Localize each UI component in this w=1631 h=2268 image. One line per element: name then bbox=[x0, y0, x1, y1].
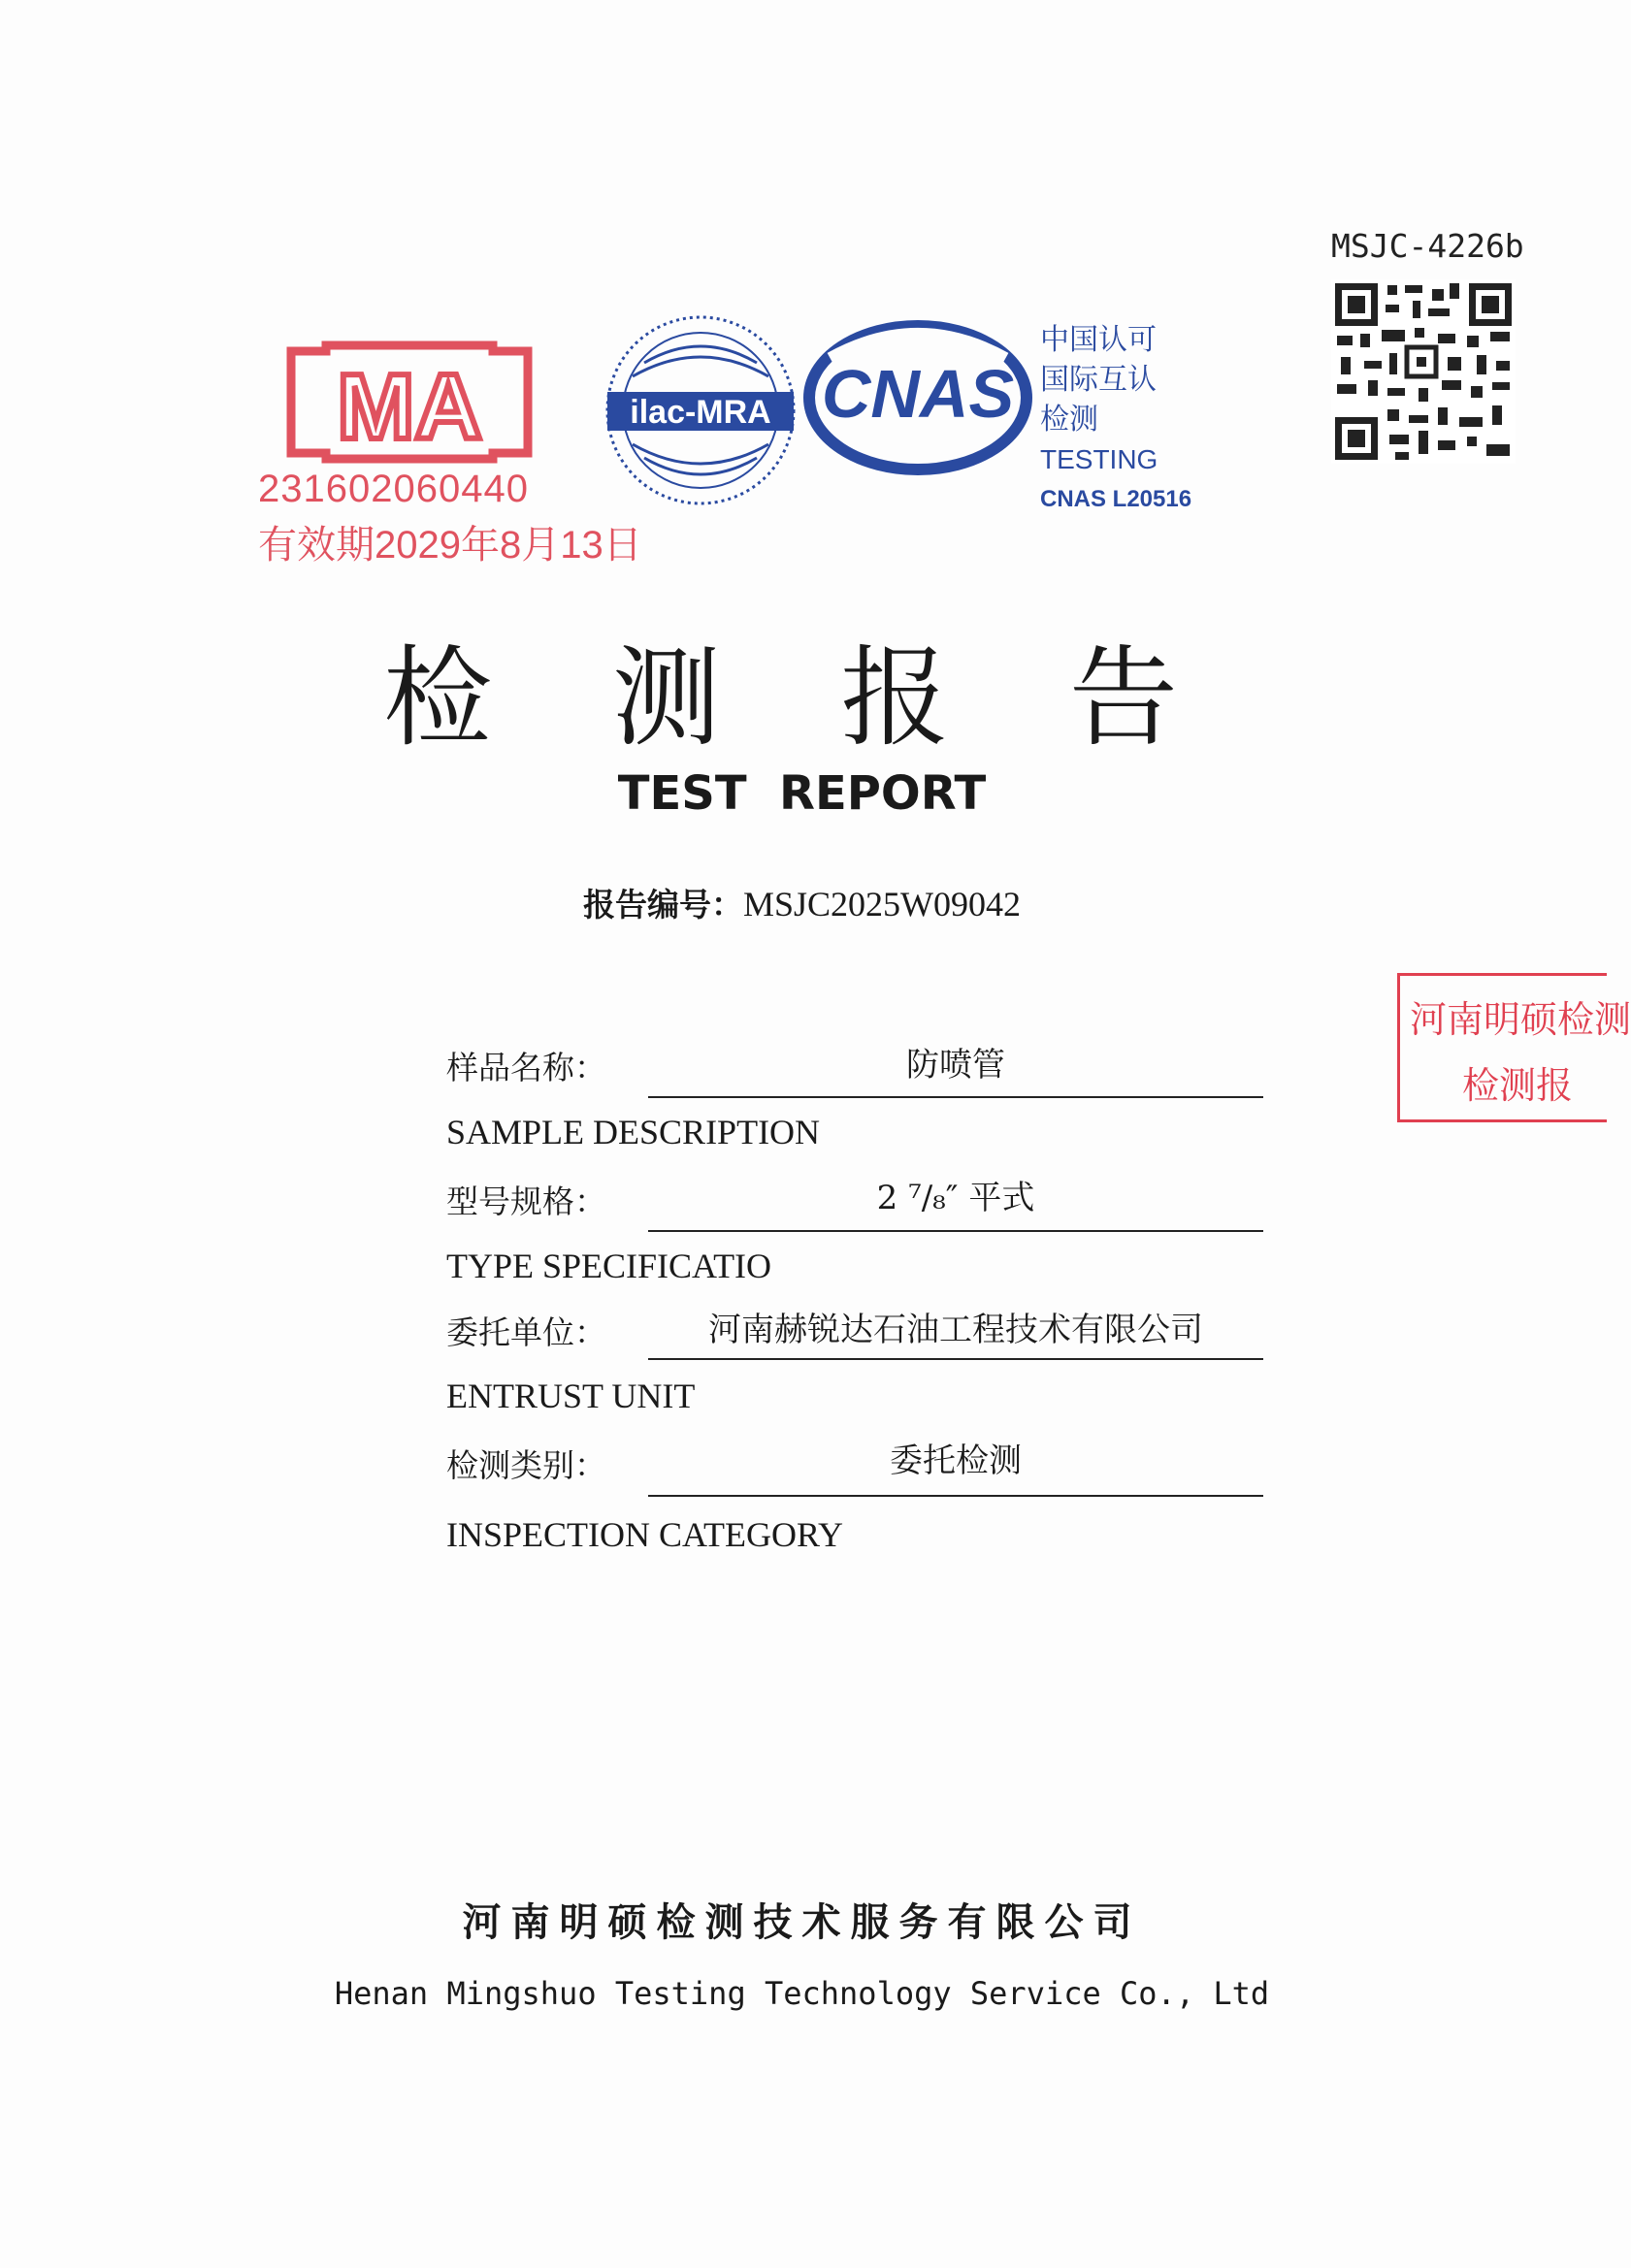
cma-seal-icon bbox=[279, 341, 539, 463]
inspection-category-label: 检测类别： bbox=[446, 1446, 606, 1484]
entrust-unit-label: 委托单位： bbox=[446, 1313, 606, 1351]
ilac-label: ilac-MRA bbox=[630, 394, 771, 431]
report-number bbox=[0, 880, 1604, 925]
type-spec-label-en: TYPE SPECIFICATIO bbox=[446, 1247, 772, 1285]
entrust-unit-rule bbox=[648, 1358, 1263, 1360]
inspection-category-label-en: INSPECTION CATEGORY bbox=[446, 1515, 844, 1554]
company-name-en: Henan Mingshuo Testing Technology Service Co., Ltd bbox=[334, 1975, 1270, 2012]
company-name-cn: 河南明硕检测技术服务有限公司 bbox=[462, 1900, 1142, 1945]
cnas-text-block bbox=[1040, 320, 1191, 519]
cnas-label: CNAS bbox=[821, 356, 1015, 432]
svg-text:MA: MA bbox=[337, 355, 482, 459]
report-number-label: 报告编号： bbox=[582, 886, 743, 923]
type-spec-label: 型号规格： bbox=[446, 1183, 606, 1220]
sample-name-value: 防喷管 bbox=[906, 1046, 1005, 1085]
cnas-logo-icon bbox=[801, 320, 1034, 475]
document-code: MSJC-4226b bbox=[1331, 227, 1524, 265]
sample-name-label: 样品名称： bbox=[446, 1049, 606, 1086]
cnas-line-1: 中国认可 bbox=[1040, 324, 1157, 356]
sample-name-label-en: SAMPLE DESCRIPTION bbox=[446, 1113, 821, 1151]
stamp-line-2: 检测报 bbox=[1462, 1064, 1574, 1107]
inspection-category-value: 委托检测 bbox=[890, 1442, 1022, 1480]
company-seal-stamp bbox=[1397, 973, 1631, 1122]
report-title-cn: 检 测 报 告 bbox=[383, 635, 1221, 761]
inspection-category-rule bbox=[648, 1495, 1263, 1497]
report-number-value: MSJC2025W09042 bbox=[742, 885, 1022, 923]
cnas-line-4: TESTING bbox=[1040, 444, 1158, 474]
cma-validity: 有效期2029年8月13日 bbox=[258, 524, 642, 567]
ilac-mra-icon bbox=[603, 308, 798, 512]
type-spec-value: 2 ⁷/₈″ 平式 bbox=[876, 1179, 1035, 1217]
entrust-unit-value: 河南赫锐达石油工程技术有限公司 bbox=[708, 1311, 1203, 1349]
stamp-line-1: 河南明硕检测 bbox=[1410, 998, 1631, 1041]
cnas-line-2: 国际互认 bbox=[1040, 364, 1157, 396]
cnas-line-3: 检测 bbox=[1040, 404, 1098, 436]
type-spec-rule bbox=[648, 1230, 1263, 1232]
cma-number: 231602060440 bbox=[258, 468, 529, 510]
report-title-en: TEST REPORT bbox=[617, 766, 987, 821]
qr-code-icon bbox=[1331, 279, 1516, 464]
cnas-line-5: CNAS L20516 bbox=[1040, 486, 1192, 512]
entrust-unit-label-en: ENTRUST UNIT bbox=[446, 1377, 696, 1415]
sample-name-rule bbox=[648, 1096, 1263, 1098]
